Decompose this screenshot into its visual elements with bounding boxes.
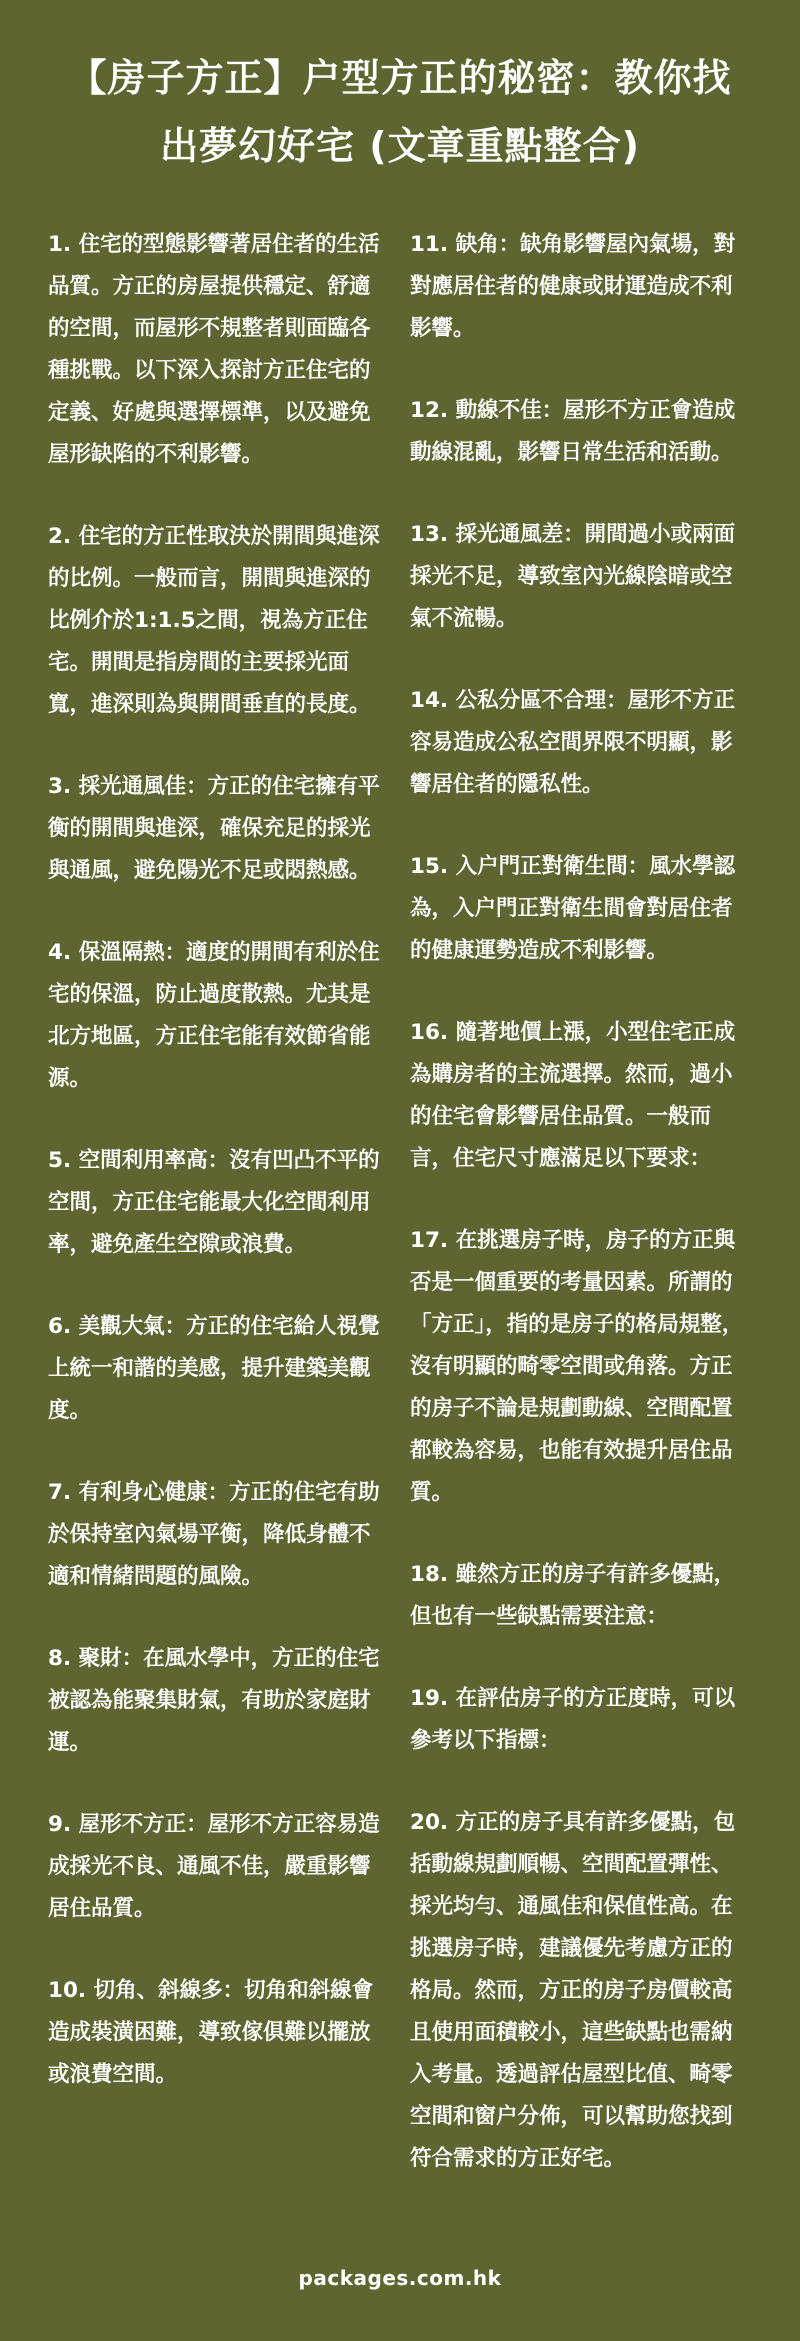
- footer-site-url: packages.com.hk: [298, 2266, 502, 2290]
- list-item: 17. 在挑選房子時，房子的方正與否是一個重要的考量因素。所謂的「方正」，指的是房子的格局規整，沒有明顯的畸零空間或角落。方正的房子不論是規劃動線、空間配置都較為容易，也能有效提升居住品質。: [410, 1228, 744, 1505]
- list-item: 12. 動線不佳：屋形不方正會造成動線混亂，影響日常生活和活動。: [410, 398, 736, 465]
- list-item: 20. 方正的房子具有許多優點，包括動線規劃順暢、空間配置彈性、採光均勻、通風佳和保值性高。在挑選房子時，建議優先考慮方正的格局。然而，方正的房子房價較高且使用面積較小，這些缺點也需納入考量。透過評估屋型比值、畸零空間和窗户分佈，可以幫助您找到符合需求的方正好宅。: [410, 1810, 736, 2171]
- list-item: 13. 採光通風差：開間過小或兩面採光不足，導致室內光線陰暗或空氣不流暢。: [410, 522, 736, 631]
- right-column: [410, 224, 752, 2220]
- list-item: 2. 住宅的方正性取決於開間與進深的比例。一般而言，開間與進深的比例介於1:1.5之間，視為方正住宅。開間是指房間的主要採光面寬，進深則為與開間垂直的長度。: [48, 524, 380, 717]
- list-item: 5. 空間利用率高：沒有凹凸不平的空間，方正住宅能最大化空間利用率，避免產生空隙或浪費。: [48, 1148, 380, 1257]
- page-title: 【房子方正】户型方正的秘密：教你找出夢幻好宅 (文章重點整合): [68, 56, 732, 168]
- list-item: 3. 採光通風佳：方正的住宅擁有平衡的開間與進深，確保充足的採光與通風，避免陽光不足或悶熱感。: [48, 774, 380, 883]
- left-column: [48, 224, 390, 2136]
- list-item: 1. 住宅的型態影響著居住者的生活品質。方正的房屋提供穩定、舒適的空間，而屋形不規整者則面臨各種挑戰。以下深入探討方正住宅的定義、好處與選擇標準，以及避免屋形缺陷的不利影響。: [48, 232, 380, 467]
- list-item: 19. 在評估房子的方正度時，可以參考以下指標：: [410, 1686, 736, 1753]
- list-item: 11. 缺角：缺角影響屋內氣場，對對應居住者的健康或財運造成不利影響。: [410, 232, 736, 341]
- list-item: 16. 隨著地價上漲，小型住宅正成為購房者的主流選擇。然而，過小的住宅會影響居住品質。一般而言，住宅尺寸應滿足以下要求：: [410, 1020, 736, 1171]
- list-item: 8. 聚財：在風水學中，方正的住宅被認為能聚集財氣，有助於家庭財運。: [48, 1646, 380, 1755]
- list-item: 7. 有利身心健康：方正的住宅有助於保持室內氣場平衡，降低身體不適和情緒問題的風險。: [48, 1480, 380, 1589]
- list-item: 4. 保溫隔熱：適度的開間有利於住宅的保溫，防止過度散熱。尤其是北方地區，方正住宅能有效節省能源。: [48, 940, 380, 1091]
- list-item: 18. 雖然方正的房子有許多優點，但也有一些缺點需要注意：: [410, 1562, 736, 1629]
- list-item: 14. 公私分區不合理：屋形不方正容易造成公私空間界限不明顯，影響居住者的隱私性。: [410, 688, 736, 797]
- list-item: 15. 入户門正對衛生間：風水學認為，入户門正對衛生間會對居住者的健康運勢造成不利影響。: [410, 854, 736, 963]
- list-item: 6. 美觀大氣：方正的住宅給人視覺上統一和諧的美感，提升建築美觀度。: [48, 1314, 380, 1423]
- list-item: 10. 切角、斜線多：切角和斜線會造成裝潢困難，導致傢俱難以擺放或浪費空間。: [48, 1978, 374, 2087]
- list-item: 9. 屋形不方正：屋形不方正容易造成採光不良、通風不佳，嚴重影響居住品質。: [48, 1812, 380, 1921]
